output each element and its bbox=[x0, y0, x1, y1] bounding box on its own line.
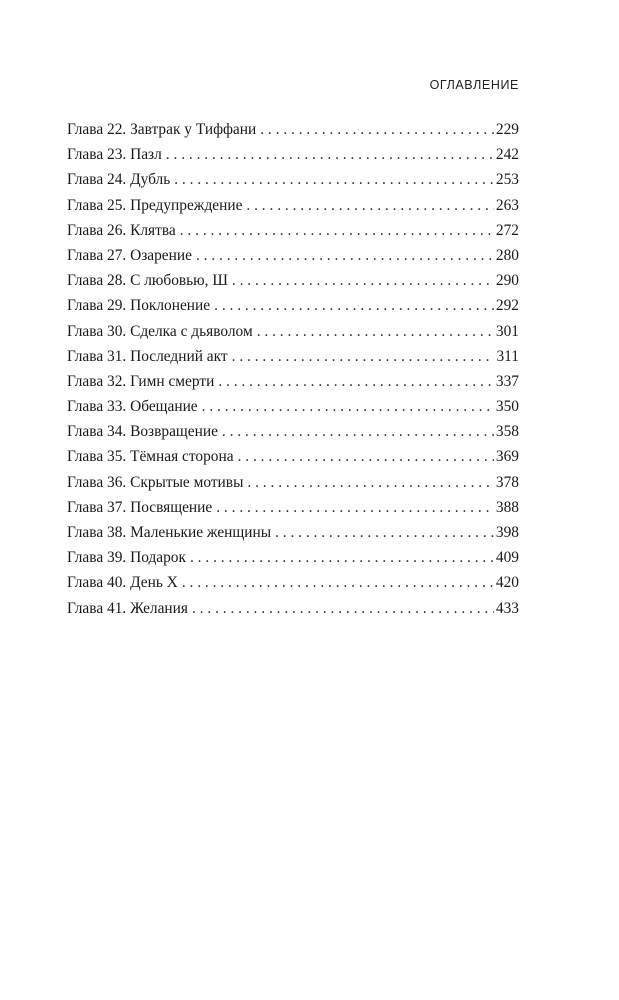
toc-entry-title: Глава 29. Поклонение bbox=[67, 297, 211, 315]
toc-dot-leader bbox=[218, 369, 494, 394]
toc-dot-leader bbox=[174, 167, 494, 192]
toc-entry-title: Глава 25. Предупреждение bbox=[67, 196, 243, 214]
toc-dot-leader bbox=[192, 596, 494, 621]
toc-entry-page: 420 bbox=[495, 574, 519, 592]
toc-entry-page: 280 bbox=[495, 246, 519, 264]
toc-dot-leader bbox=[238, 444, 494, 469]
toc-entry bbox=[67, 243, 519, 268]
toc-dot-leader bbox=[180, 218, 494, 243]
toc-entry-page: 242 bbox=[495, 146, 519, 164]
toc-entry-title: Глава 35. Тёмная сторона bbox=[67, 448, 234, 466]
toc-entry bbox=[67, 218, 519, 243]
toc-entry-page: 378 bbox=[495, 473, 519, 491]
toc-entry bbox=[67, 117, 519, 142]
toc-entry-page: 337 bbox=[495, 372, 519, 390]
toc-entry bbox=[67, 193, 519, 218]
toc-dot-leader bbox=[275, 520, 494, 545]
toc-dot-leader bbox=[232, 344, 495, 369]
toc-entry-title: Глава 28. С любовью, Ш bbox=[67, 272, 228, 290]
toc-entry bbox=[67, 470, 519, 495]
toc-entry-page: 229 bbox=[495, 121, 519, 138]
toc-entry bbox=[67, 369, 519, 394]
toc-entry-page: 388 bbox=[495, 498, 519, 516]
toc-entry bbox=[67, 520, 519, 545]
toc-dot-leader bbox=[222, 419, 494, 444]
toc-entry bbox=[67, 293, 519, 318]
toc-entry bbox=[67, 319, 519, 344]
toc-dot-leader bbox=[232, 268, 494, 293]
toc-dot-leader bbox=[166, 142, 494, 167]
toc-dot-leader bbox=[257, 319, 494, 344]
toc-entry-title: Глава 27. Озарение bbox=[67, 246, 192, 264]
toc-entry-title: Глава 26. Клятва bbox=[67, 221, 176, 239]
toc-entry bbox=[67, 570, 519, 595]
table-of-contents bbox=[67, 117, 519, 621]
toc-entry-title: Глава 23. Пазл bbox=[67, 146, 162, 164]
toc-entry bbox=[67, 419, 519, 444]
toc-entry bbox=[67, 545, 519, 570]
toc-entry bbox=[67, 444, 519, 469]
toc-dot-leader bbox=[216, 495, 494, 520]
toc-dot-leader bbox=[214, 293, 494, 318]
toc-entry-title: Глава 30. Сделка с дьяволом bbox=[67, 322, 253, 340]
toc-entry-title: Глава 36. Скрытые мотивы bbox=[67, 473, 244, 491]
toc-entry-page: 311 bbox=[496, 347, 519, 365]
toc-entry-page: 272 bbox=[495, 221, 519, 239]
toc-entry bbox=[67, 142, 519, 167]
toc-entry-title: Глава 32. Гимн смерти bbox=[67, 372, 215, 390]
toc-dot-leader bbox=[246, 193, 494, 218]
toc-entry-page: 369 bbox=[495, 448, 519, 466]
toc-dot-leader bbox=[247, 470, 494, 495]
toc-dot-leader bbox=[196, 243, 494, 268]
toc-entry-title: Глава 34. Возвращение bbox=[67, 423, 218, 441]
toc-entry-title: Глава 39. Подарок bbox=[67, 549, 186, 567]
running-head: ОГЛАВЛЕНИЕ bbox=[429, 78, 519, 92]
toc-entry-page: 350 bbox=[495, 398, 519, 416]
toc-entry-title: Глава 24. Дубль bbox=[67, 171, 171, 189]
toc-entry-title: Глава 31. Последний акт bbox=[67, 347, 228, 365]
toc-entry-page: 398 bbox=[495, 524, 519, 541]
toc-entry-page: 292 bbox=[495, 297, 519, 315]
toc-entry-title: Глава 41. Желания bbox=[67, 599, 188, 617]
toc-entry-page: 358 bbox=[495, 423, 519, 441]
toc-entry-title: Глава 40. День Х bbox=[67, 574, 178, 592]
toc-dot-leader bbox=[260, 117, 494, 142]
toc-entry-title: Глава 38. Маленькие женщины bbox=[67, 524, 272, 541]
toc-entry bbox=[67, 495, 519, 520]
toc-entry-page: 301 bbox=[495, 322, 519, 340]
toc-entry bbox=[67, 596, 519, 621]
toc-entry-page: 433 bbox=[495, 599, 519, 617]
toc-entry-page: 263 bbox=[495, 196, 519, 214]
toc-entry bbox=[67, 394, 519, 419]
toc-entry bbox=[67, 167, 519, 192]
toc-entry-title: Глава 37. Посвящение bbox=[67, 498, 213, 516]
toc-dot-leader bbox=[182, 570, 494, 595]
toc-dot-leader bbox=[190, 545, 494, 570]
toc-entry-page: 290 bbox=[495, 272, 519, 290]
toc-entry bbox=[67, 268, 519, 293]
toc-entry bbox=[67, 344, 519, 369]
toc-entry-page: 409 bbox=[495, 549, 519, 567]
toc-entry-page: 253 bbox=[495, 171, 519, 189]
toc-entry-title: Глава 22. Завтрак у Тиффани bbox=[67, 121, 257, 138]
toc-entry-title: Глава 33. Обещание bbox=[67, 398, 198, 416]
toc-dot-leader bbox=[202, 394, 494, 419]
